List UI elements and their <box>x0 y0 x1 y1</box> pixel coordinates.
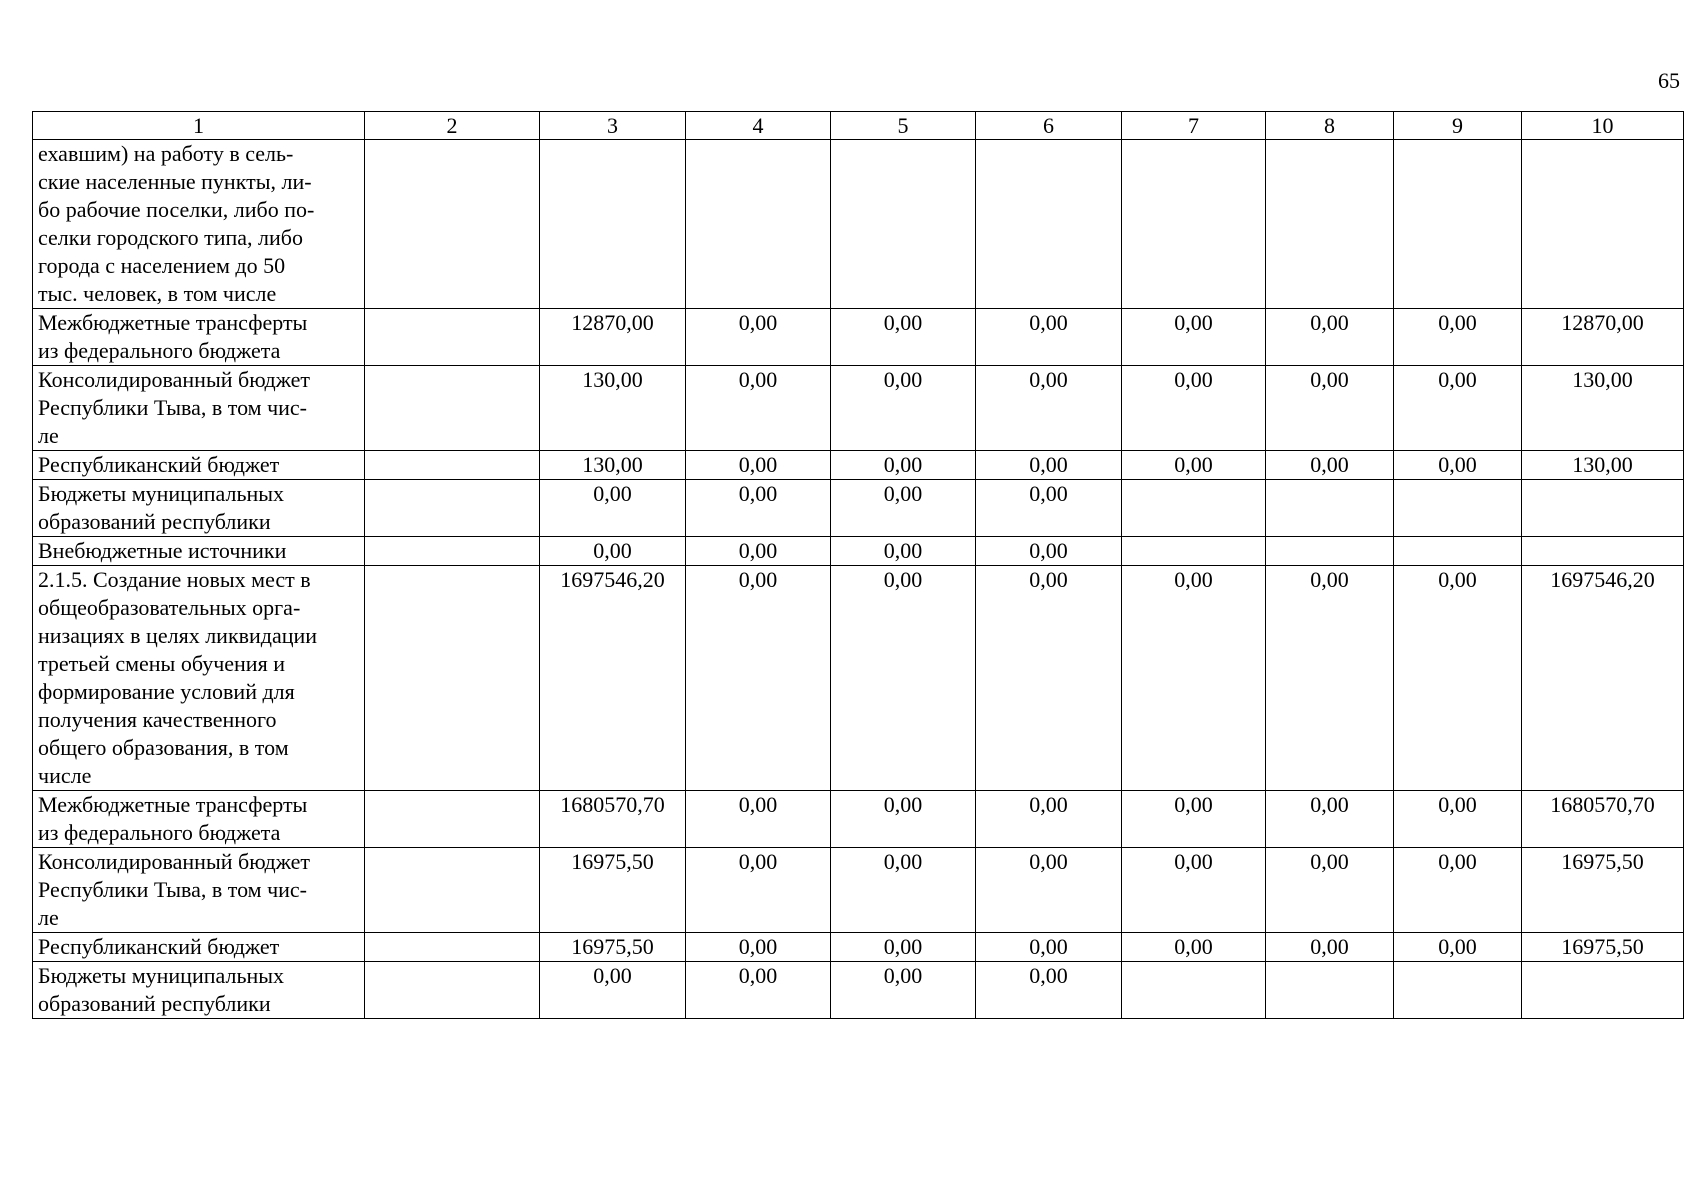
row-label <box>33 309 365 366</box>
value-cell <box>365 537 540 566</box>
row-label <box>33 537 365 566</box>
value-cell: 0,00 <box>976 791 1122 848</box>
value-cell: 1697546,20 <box>1522 566 1684 791</box>
value-cell: 0,00 <box>831 366 976 451</box>
row-label <box>33 848 365 933</box>
value-cell: 0,00 <box>976 537 1122 566</box>
row-label-line: Бюджеты муниципальных <box>38 963 285 988</box>
value-cell: 0,00 <box>1394 791 1522 848</box>
value-cell: 1680570,70 <box>1522 791 1684 848</box>
row-label-line: ле <box>38 905 59 930</box>
value-cell: 0,00 <box>976 451 1122 480</box>
value-cell: 16975,50 <box>540 933 686 962</box>
row-label <box>33 140 365 309</box>
column-header: 1 <box>33 112 365 140</box>
value-cell: 0,00 <box>686 962 831 1019</box>
row-label-line: общего образования, в том <box>38 735 289 760</box>
value-cell: 130,00 <box>540 366 686 451</box>
value-cell: 0,00 <box>686 933 831 962</box>
row-label <box>33 566 365 791</box>
value-cell <box>1394 962 1522 1019</box>
column-header: 9 <box>1394 112 1522 140</box>
row-label-line: Межбюджетные трансферты <box>38 310 308 335</box>
row-label-line: из федерального бюджета <box>38 820 281 845</box>
value-cell <box>1266 480 1394 537</box>
value-cell <box>365 962 540 1019</box>
column-header: 2 <box>365 112 540 140</box>
value-cell <box>365 791 540 848</box>
value-cell: 1697546,20 <box>540 566 686 791</box>
value-cell: 0,00 <box>831 848 976 933</box>
table-row <box>33 451 1684 480</box>
value-cell: 0,00 <box>1266 848 1394 933</box>
value-cell: 0,00 <box>976 480 1122 537</box>
value-cell: 0,00 <box>976 566 1122 791</box>
value-cell: 16975,50 <box>540 848 686 933</box>
column-header: 3 <box>540 112 686 140</box>
value-cell <box>1122 537 1266 566</box>
row-label <box>33 366 365 451</box>
value-cell <box>1122 140 1266 309</box>
value-cell <box>686 140 831 309</box>
row-label <box>33 451 365 480</box>
row-label-line: города с населением до 50 <box>38 253 286 278</box>
row-label-line: Республиканский бюджет <box>38 934 280 959</box>
value-cell: 130,00 <box>1522 451 1684 480</box>
value-cell: 0,00 <box>686 537 831 566</box>
table-row <box>33 537 1684 566</box>
table-body <box>33 140 1684 1019</box>
value-cell: 0,00 <box>1266 366 1394 451</box>
row-label-line: формирование условий для <box>38 679 295 704</box>
value-cell <box>1394 480 1522 537</box>
row-label-line: низациях в целях ликвидации <box>38 623 318 648</box>
row-label-line: Бюджеты муниципальных <box>38 481 285 506</box>
row-label-line: Консолидированный бюджет <box>38 849 311 874</box>
value-cell <box>1394 537 1522 566</box>
value-cell: 0,00 <box>831 791 976 848</box>
column-header: 10 <box>1522 112 1684 140</box>
value-cell <box>365 848 540 933</box>
value-cell: 0,00 <box>686 566 831 791</box>
value-cell: 0,00 <box>976 962 1122 1019</box>
value-cell: 0,00 <box>686 309 831 366</box>
row-label-line: из федерального бюджета <box>38 338 281 363</box>
table-row <box>33 566 1684 791</box>
value-cell: 0,00 <box>1122 309 1266 366</box>
value-cell <box>1522 480 1684 537</box>
value-cell <box>976 140 1122 309</box>
value-cell: 0,00 <box>1394 933 1522 962</box>
value-cell <box>1522 537 1684 566</box>
value-cell: 0,00 <box>976 848 1122 933</box>
column-header: 6 <box>976 112 1122 140</box>
table-row <box>33 933 1684 962</box>
value-cell <box>365 366 540 451</box>
row-label-line: Консолидированный бюджет <box>38 367 311 392</box>
value-cell: 0,00 <box>686 791 831 848</box>
budget-table <box>32 111 1684 1019</box>
row-label-line: числе <box>38 763 92 788</box>
row-label-line: Республики Тыва, в том чис- <box>38 877 307 902</box>
column-header: 8 <box>1266 112 1394 140</box>
row-label-line: образований республики <box>38 991 271 1016</box>
value-cell: 0,00 <box>686 480 831 537</box>
value-cell: 0,00 <box>686 451 831 480</box>
row-label-line: третьей смены обучения и <box>38 651 285 676</box>
row-label-line: ехавшим) на работу в сель- <box>38 141 294 166</box>
value-cell: 0,00 <box>831 566 976 791</box>
column-header: 7 <box>1122 112 1266 140</box>
table-header-row <box>33 112 1684 140</box>
value-cell <box>1122 480 1266 537</box>
value-cell: 0,00 <box>1266 791 1394 848</box>
row-label <box>33 933 365 962</box>
value-cell: 0,00 <box>540 480 686 537</box>
row-label-line: тыс. человек, в том числе <box>38 281 277 306</box>
value-cell <box>1266 537 1394 566</box>
table-row <box>33 791 1684 848</box>
value-cell: 130,00 <box>1522 366 1684 451</box>
row-label-line: Межбюджетные трансферты <box>38 792 308 817</box>
value-cell <box>1122 962 1266 1019</box>
value-cell: 0,00 <box>686 848 831 933</box>
row-label-line: бо рабочие поселки, либо по- <box>38 197 315 222</box>
row-label-line: ские населенные пункты, ли- <box>38 169 312 194</box>
value-cell <box>365 140 540 309</box>
value-cell: 0,00 <box>1122 791 1266 848</box>
value-cell <box>831 140 976 309</box>
value-cell: 0,00 <box>1122 566 1266 791</box>
value-cell: 0,00 <box>831 962 976 1019</box>
value-cell: 0,00 <box>976 366 1122 451</box>
value-cell <box>1266 140 1394 309</box>
value-cell <box>1522 140 1684 309</box>
value-cell <box>365 933 540 962</box>
value-cell: 0,00 <box>1122 933 1266 962</box>
table-row <box>33 848 1684 933</box>
table-row <box>33 366 1684 451</box>
row-label-line: 2.1.5. Создание новых мест в <box>38 567 311 592</box>
table-row <box>33 962 1684 1019</box>
page-number: 65 <box>1658 68 1680 93</box>
value-cell: 0,00 <box>1394 451 1522 480</box>
value-cell: 0,00 <box>1394 309 1522 366</box>
value-cell: 0,00 <box>831 451 976 480</box>
value-cell: 0,00 <box>976 309 1122 366</box>
value-cell: 0,00 <box>1266 566 1394 791</box>
row-label-line: Республиканский бюджет <box>38 452 280 477</box>
value-cell: 0,00 <box>1394 566 1522 791</box>
value-cell: 0,00 <box>1266 933 1394 962</box>
value-cell: 0,00 <box>976 933 1122 962</box>
value-cell <box>1394 140 1522 309</box>
value-cell: 0,00 <box>831 537 976 566</box>
value-cell <box>365 309 540 366</box>
value-cell: 12870,00 <box>1522 309 1684 366</box>
value-cell: 0,00 <box>831 309 976 366</box>
value-cell: 16975,50 <box>1522 848 1684 933</box>
row-label-line: получения качественного <box>38 707 277 732</box>
row-label-line: Республики Тыва, в том чис- <box>38 395 307 420</box>
row-label-line: образований республики <box>38 509 271 534</box>
value-cell: 16975,50 <box>1522 933 1684 962</box>
value-cell: 12870,00 <box>540 309 686 366</box>
value-cell: 0,00 <box>831 480 976 537</box>
row-label <box>33 480 365 537</box>
row-label <box>33 962 365 1019</box>
table-row <box>33 309 1684 366</box>
value-cell: 0,00 <box>1266 451 1394 480</box>
value-cell: 0,00 <box>1394 848 1522 933</box>
value-cell: 0,00 <box>1122 366 1266 451</box>
value-cell: 0,00 <box>831 933 976 962</box>
column-header: 5 <box>831 112 976 140</box>
value-cell: 0,00 <box>540 962 686 1019</box>
value-cell <box>365 566 540 791</box>
table-row <box>33 140 1684 309</box>
value-cell: 0,00 <box>686 366 831 451</box>
table-row <box>33 480 1684 537</box>
row-label <box>33 791 365 848</box>
row-label-line: ле <box>38 423 59 448</box>
value-cell <box>365 480 540 537</box>
value-cell <box>365 451 540 480</box>
value-cell <box>1522 962 1684 1019</box>
row-label-line: селки городского типа, либо <box>38 225 303 250</box>
row-label-line: общеобразовательных орга- <box>38 595 301 620</box>
value-cell: 0,00 <box>1122 848 1266 933</box>
value-cell: 0,00 <box>1394 366 1522 451</box>
value-cell <box>1266 962 1394 1019</box>
value-cell: 130,00 <box>540 451 686 480</box>
value-cell <box>540 140 686 309</box>
value-cell: 0,00 <box>540 537 686 566</box>
value-cell: 0,00 <box>1122 451 1266 480</box>
row-label-line: Внебюджетные источники <box>38 538 287 563</box>
column-header: 4 <box>686 112 831 140</box>
value-cell: 0,00 <box>1266 309 1394 366</box>
value-cell: 1680570,70 <box>540 791 686 848</box>
